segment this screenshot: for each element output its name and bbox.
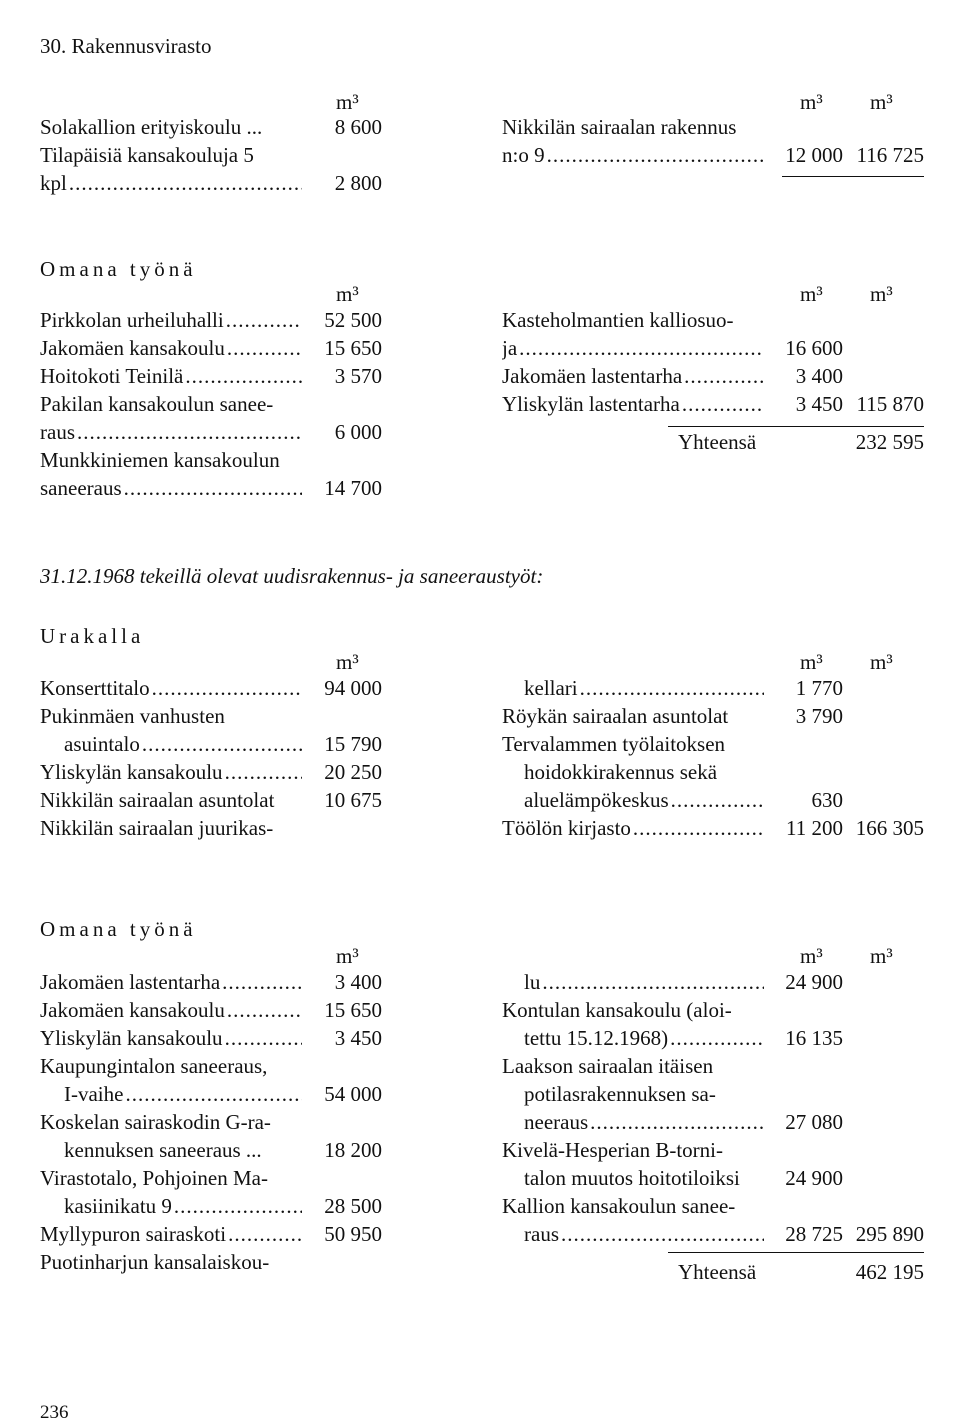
row-label xyxy=(40,786,302,814)
leader-dots xyxy=(125,1080,302,1108)
row-label-text: Jakomäen kansakoulu xyxy=(40,998,225,1022)
row-label xyxy=(524,674,764,702)
row-label-text: lu xyxy=(524,970,541,994)
row-label xyxy=(502,1052,764,1080)
leader-dots xyxy=(580,674,764,702)
row-label xyxy=(502,730,764,758)
row-label-text: kpl xyxy=(40,171,67,195)
row-label xyxy=(64,1080,302,1108)
row-label xyxy=(40,306,302,334)
row-label-text: asuintalo xyxy=(64,732,140,756)
unit-label: m³ xyxy=(800,90,823,114)
row-label-text: aluelämpökeskus xyxy=(524,788,669,812)
row-value: 16 600 xyxy=(785,336,843,360)
row-label-text: saneeraus xyxy=(40,476,122,500)
row-label xyxy=(524,968,764,996)
row-label xyxy=(64,1136,302,1164)
row-label-text: Solakallion erityiskoulu ... xyxy=(40,115,263,139)
row-label xyxy=(524,1080,764,1108)
row-label xyxy=(40,390,302,418)
row-label-text: Kontulan kansakoulu (aloi- xyxy=(502,998,732,1022)
sum-rule xyxy=(782,176,924,177)
row-label xyxy=(40,674,302,702)
row-label-text: potilasrakennuksen sa- xyxy=(524,1082,716,1106)
row-label xyxy=(40,758,302,786)
row-label xyxy=(40,702,302,730)
leader-dots xyxy=(222,968,302,996)
row-value: 27 080 xyxy=(785,1110,843,1134)
row-label xyxy=(40,141,302,169)
row-label xyxy=(64,1192,302,1220)
row-label xyxy=(40,446,302,474)
leader-dots xyxy=(542,968,764,996)
row-label xyxy=(502,702,764,730)
unit-label: m³ xyxy=(870,282,893,306)
leader-dots xyxy=(671,786,764,814)
row-label xyxy=(524,1108,764,1136)
row-label xyxy=(524,1024,764,1052)
row-label-text: Yliskylän kansakoulu xyxy=(40,1026,223,1050)
row-subtotal: 295 890 xyxy=(855,1222,924,1246)
row-label-text: Virastotalo, Pohjoinen Ma- xyxy=(40,1166,268,1190)
row-label-text: n:o 9 xyxy=(502,143,545,167)
unit-label: m³ xyxy=(336,650,359,674)
row-value: 15 650 xyxy=(324,336,382,360)
row-label xyxy=(524,758,764,786)
row-label-text: tettu 15.12.1968) xyxy=(524,1026,669,1050)
page-number: 236 xyxy=(40,1402,69,1423)
row-label xyxy=(40,113,302,141)
row-value: 14 700 xyxy=(324,476,382,500)
row-label-text: Nikkilän sairaalan juurikas- xyxy=(40,816,274,840)
row-label-text: Myllypuron sairaskoti xyxy=(40,1222,227,1246)
row-label xyxy=(40,1024,302,1052)
row-label xyxy=(40,1052,302,1080)
row-value: 10 675 xyxy=(324,788,382,812)
row-label xyxy=(40,814,302,842)
total-label: Yhteensä xyxy=(678,1260,757,1284)
row-label xyxy=(40,362,302,390)
row-value: 11 200 xyxy=(786,816,843,840)
row-subtotal: 166 305 xyxy=(855,816,924,840)
row-label xyxy=(524,1164,764,1192)
row-value: 50 950 xyxy=(324,1222,382,1246)
row-label-text: I-vaihe xyxy=(64,1082,124,1106)
row-value: 18 200 xyxy=(324,1138,382,1162)
row-label-text: Puotinharjun kansalaiskou- xyxy=(40,1250,270,1274)
row-label-text: ja xyxy=(502,336,518,360)
row-label xyxy=(502,362,764,390)
unit-label: m³ xyxy=(336,282,359,306)
row-label-text: Kivelä-Hesperian B-torni- xyxy=(502,1138,724,1162)
leader-dots xyxy=(228,1220,302,1248)
row-value: 630 xyxy=(811,788,843,812)
leader-dots xyxy=(142,730,302,758)
row-subtotal: 116 725 xyxy=(856,143,924,167)
row-label xyxy=(40,418,302,446)
unit-label: m³ xyxy=(800,282,823,306)
row-label xyxy=(502,390,764,418)
row-label xyxy=(40,1164,302,1192)
row-value: 2 800 xyxy=(334,171,382,195)
leader-dots xyxy=(561,1220,764,1248)
total-label: Yhteensä xyxy=(678,430,757,454)
sum-rule xyxy=(668,426,924,427)
section-heading: Omana työnä xyxy=(40,917,197,941)
row-label-text: Pakilan kansakoulun sanee- xyxy=(40,392,274,416)
row-label-text: Konserttitalo xyxy=(40,676,150,700)
unit-label: m³ xyxy=(336,90,359,114)
unit-label: m³ xyxy=(870,650,893,674)
row-label xyxy=(40,334,302,362)
leader-dots xyxy=(670,1024,764,1052)
row-label-text: Hoitokoti Teinilä xyxy=(40,364,184,388)
page-header: 30. Rakennusvirasto xyxy=(40,34,212,58)
row-label-text: kellari xyxy=(524,676,578,700)
leader-dots xyxy=(77,418,302,446)
section-heading: Urakalla xyxy=(40,624,145,648)
leader-dots xyxy=(633,814,764,842)
unit-label: m³ xyxy=(870,90,893,114)
row-value: 24 900 xyxy=(785,1166,843,1190)
leader-dots xyxy=(225,1024,302,1052)
leader-dots xyxy=(69,169,302,197)
row-value: 15 650 xyxy=(324,998,382,1022)
row-label-text: neeraus xyxy=(524,1110,589,1134)
row-label-text: kennuksen saneeraus ... xyxy=(64,1138,262,1162)
row-value: 20 250 xyxy=(324,760,382,784)
unit-label: m³ xyxy=(870,944,893,968)
row-value: 3 400 xyxy=(795,364,843,388)
row-label-text: talon muutos hoitotiloiksi xyxy=(524,1166,740,1190)
row-label xyxy=(524,786,764,814)
total-value: 462 195 xyxy=(855,1260,924,1284)
row-label-text: Yliskylän kansakoulu xyxy=(40,760,223,784)
row-value: 15 790 xyxy=(324,732,382,756)
row-label-text: Pirkkolan urheiluhalli xyxy=(40,308,224,332)
section-heading: Omana työnä xyxy=(40,257,197,281)
row-label xyxy=(40,1108,302,1136)
row-label-text: Töölön kirjasto xyxy=(502,816,631,840)
section-title: 31.12.1968 tekeillä olevat uudisrakennus- ja saneeraustyöt: xyxy=(40,564,544,588)
row-value: 6 000 xyxy=(334,420,382,444)
row-value: 54 000 xyxy=(324,1082,382,1106)
row-label xyxy=(502,1192,764,1220)
row-value: 52 500 xyxy=(324,308,382,332)
row-label-text: Kallion kansakoulun sanee- xyxy=(502,1194,736,1218)
row-label-text: Tilapäisiä kansakouluja 5 xyxy=(40,143,254,167)
row-label-text: Munkkiniemen kansakoulun xyxy=(40,448,280,472)
row-label xyxy=(40,996,302,1024)
row-value: 24 900 xyxy=(785,970,843,994)
row-label-text: Jakomäen lastentarha xyxy=(502,364,683,388)
leader-dots xyxy=(185,362,302,390)
row-label-text: Pukinmäen vanhusten xyxy=(40,704,225,728)
row-label-text: Nikkilän sairaalan asuntolat xyxy=(40,788,275,812)
leader-dots xyxy=(227,334,302,362)
row-label-text: Jakomäen lastentarha xyxy=(40,970,221,994)
row-label xyxy=(502,141,764,169)
row-value: 28 725 xyxy=(785,1222,843,1246)
leader-dots xyxy=(547,141,764,169)
leader-dots xyxy=(226,306,302,334)
total-value: 232 595 xyxy=(855,430,924,454)
row-value: 94 000 xyxy=(324,676,382,700)
row-value: 8 600 xyxy=(334,115,382,139)
leader-dots xyxy=(519,334,764,362)
leader-dots xyxy=(225,758,302,786)
row-value: 3 450 xyxy=(795,392,843,416)
row-value: 28 500 xyxy=(324,1194,382,1218)
unit-label: m³ xyxy=(336,944,359,968)
row-value: 3 790 xyxy=(795,704,843,728)
row-label xyxy=(524,1220,764,1248)
row-label-text: Laakson sairaalan itäisen xyxy=(502,1054,714,1078)
row-subtotal: 115 870 xyxy=(856,392,924,416)
row-label xyxy=(502,814,764,842)
row-label-text: hoidokkirakennus sekä xyxy=(524,760,718,784)
row-value: 3 450 xyxy=(334,1026,382,1050)
row-label-text: Jakomäen kansakoulu xyxy=(40,336,225,360)
leader-dots xyxy=(590,1108,764,1136)
row-label xyxy=(502,306,764,334)
row-label-text: Tervalammen työlaitoksen xyxy=(502,732,726,756)
row-label xyxy=(64,730,302,758)
row-label xyxy=(502,113,764,141)
row-label-text: raus xyxy=(40,420,75,444)
sum-rule xyxy=(668,1252,924,1253)
row-label-text: Nikkilän sairaalan rakennus xyxy=(502,115,737,139)
row-label-text: Kasteholmantien kalliosuo- xyxy=(502,308,734,332)
leader-dots xyxy=(124,474,302,502)
row-label xyxy=(40,169,302,197)
row-label xyxy=(40,968,302,996)
unit-label: m³ xyxy=(800,650,823,674)
row-label xyxy=(502,334,764,362)
row-label-text: kasiinikatu 9 xyxy=(64,1194,172,1218)
leader-dots xyxy=(682,390,764,418)
leader-dots xyxy=(152,674,302,702)
row-label xyxy=(502,1136,764,1164)
leader-dots xyxy=(227,996,302,1024)
row-value: 1 770 xyxy=(795,676,843,700)
row-label-text: Kaupungintalon saneeraus, xyxy=(40,1054,268,1078)
row-value: 3 570 xyxy=(334,364,382,388)
row-label-text: Röykän sairaalan asuntolat xyxy=(502,704,729,728)
row-label xyxy=(502,996,764,1024)
row-label xyxy=(40,1220,302,1248)
row-label-text: Yliskylän lastentarha xyxy=(502,392,680,416)
row-label xyxy=(40,1248,302,1276)
leader-dots xyxy=(174,1192,302,1220)
row-value: 16 135 xyxy=(785,1026,843,1050)
row-label-text: raus xyxy=(524,1222,559,1246)
unit-label: m³ xyxy=(800,944,823,968)
row-label-text: Koskelan sairaskodin G-ra- xyxy=(40,1110,271,1134)
row-value: 12 000 xyxy=(785,143,843,167)
row-label xyxy=(40,474,302,502)
row-value: 3 400 xyxy=(334,970,382,994)
